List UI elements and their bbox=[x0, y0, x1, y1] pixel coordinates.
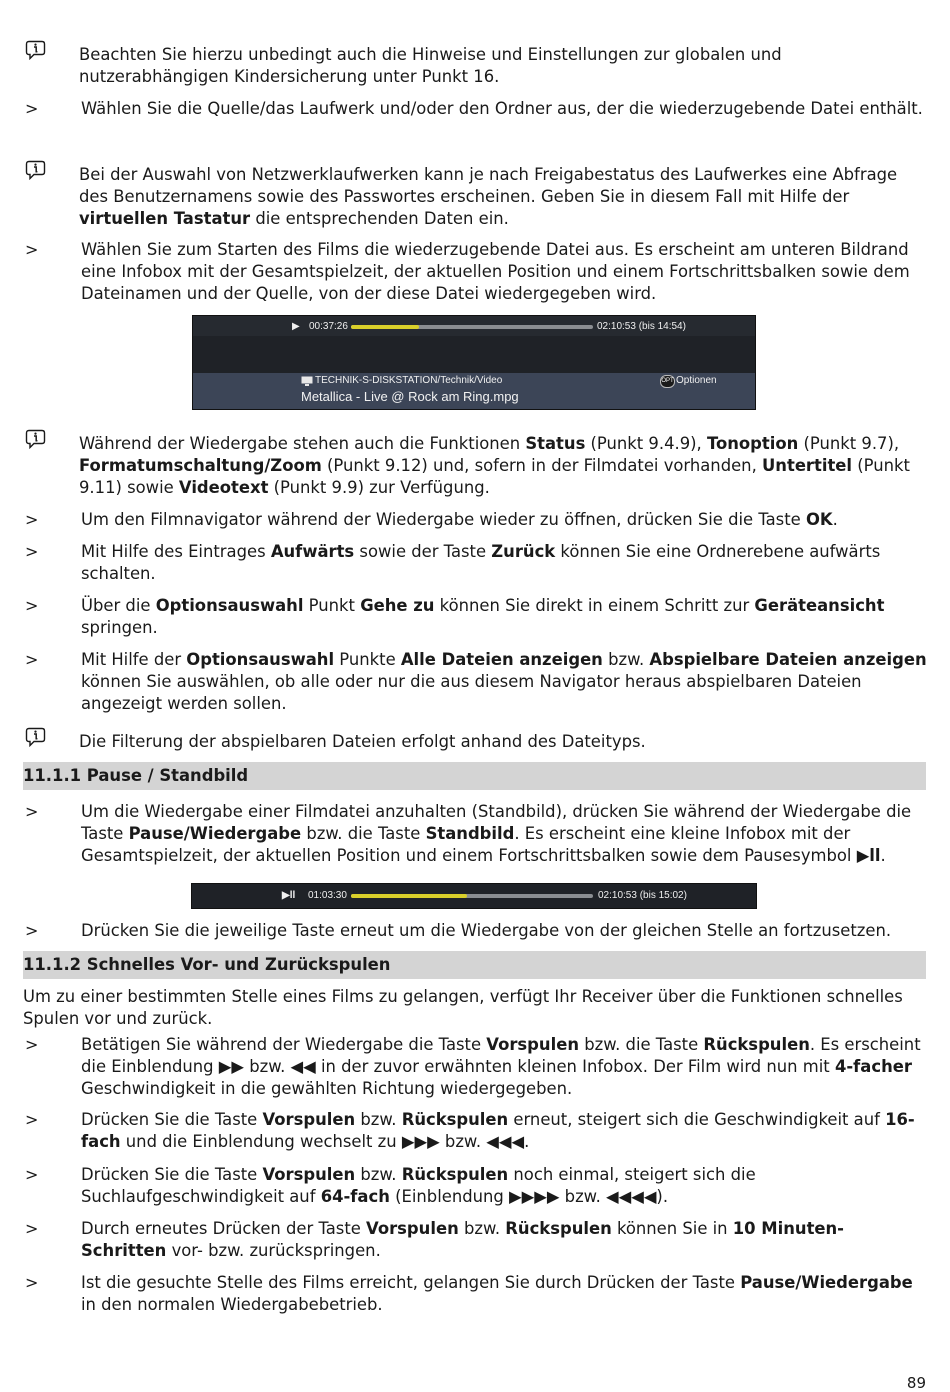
forward-symbol-icon: ▶▶ bbox=[218, 1057, 244, 1076]
bullet-marker: > bbox=[25, 921, 39, 940]
play-symbol-icon: ▶ bbox=[292, 321, 300, 332]
step-goto bbox=[23, 595, 928, 639]
bullet-marker: > bbox=[25, 1273, 39, 1292]
section-heading-pause: 11.1.1 Pause / Standbild bbox=[23, 762, 926, 790]
step-text: Ist die gesuchte Stelle des Films erreicht, gelangen Sie durch Drücken der Taste Pause/Wiedergabe in den normalen Wiedergabebetrieb. bbox=[81, 1273, 913, 1314]
current-time: 00:37:26 bbox=[309, 321, 348, 332]
bullet-marker: > bbox=[25, 650, 39, 669]
step-text: Wählen Sie die Quelle/das Laufwerk und/oder den Ordner aus, der die wiederzugebende Datei enthält. bbox=[81, 99, 923, 118]
step-text: Über die Optionsauswahl Punkt Gehe zu können Sie direkt in einem Schritt zur Geräteansicht springen. bbox=[81, 596, 885, 637]
step-text: Durch erneutes Drücken der Taste Vorspulen bzw. Rückspulen können Sie in 10 Minuten-Schritten vor- bzw. zurückspringen. bbox=[81, 1219, 844, 1260]
source-path: TECHNIK-S-DISKSTATION/Technik/Video bbox=[315, 375, 503, 386]
info-text: Beachten Sie hierzu unbedingt auch die Hinweise und Einstellungen zur globalen und nutzerabhängigen Kindersicherung unter Punkt 16. bbox=[79, 45, 782, 86]
step-select-source bbox=[23, 98, 928, 120]
step-spool-1 bbox=[23, 1034, 928, 1100]
step-text: Um den Filmnavigator während der Wiedergabe wieder zu öffnen, drücken Sie die Taste OK. bbox=[81, 510, 838, 529]
progress-fill bbox=[351, 325, 419, 329]
rewind-symbol-icon: ◀◀ bbox=[290, 1057, 316, 1076]
monitor-icon bbox=[301, 376, 313, 386]
filename: Metallica - Live @ Rock am Ring.mpg bbox=[301, 389, 519, 404]
info-note-filter bbox=[23, 731, 928, 753]
step-text: Mit Hilfe der Optionsauswahl Punkte Alle Dateien anzeigen bzw. Abspielbare Dateien anzeigen können Sie auswählen, ob alle oder nur die aus diesem Navigator heraus abspielbaren Dateien angezeigt werden sollen. bbox=[81, 650, 927, 713]
progress-bar bbox=[351, 325, 593, 329]
paragraph-text: Um zu einer bestimmten Stelle eines Films zu gelangen, verfügt Ihr Receiver über die Funktionen schnelles Spulen vor und zurück. bbox=[23, 987, 903, 1028]
opt-button-icon: OPT bbox=[660, 375, 675, 388]
page-number: 89 bbox=[906, 1374, 926, 1392]
rewind-symbol-icon: ◀◀◀◀ bbox=[606, 1187, 657, 1206]
pause-symbol-icon: ▶ll bbox=[856, 846, 881, 865]
step-resume bbox=[23, 920, 928, 942]
progress-fill bbox=[351, 894, 467, 898]
forward-symbol-icon: ▶▶▶▶ bbox=[509, 1187, 560, 1206]
info-icon bbox=[25, 727, 46, 747]
info-icon bbox=[25, 40, 46, 60]
info-text: Während der Wiedergabe stehen auch die Funktionen Status (Punkt 9.4.9), Tonoption (Punkt 9.7), Formatumschaltung/Zoom (Punkt 9.12) und, sofern in der Filmdatei vorhanden, Untertitel (Punkt 9.11) sowie Videotext (Punkt 9.9) zur Verfügung. bbox=[79, 434, 910, 497]
bullet-marker: > bbox=[25, 596, 39, 615]
step-start-film bbox=[23, 239, 928, 305]
step-spool-4 bbox=[23, 1218, 928, 1262]
step-text: Betätigen Sie während der Wiedergabe die Taste Vorspulen bzw. die Taste Rückspulen. Es erscheint die Einblendung ▶▶ bzw. ◀◀ in der zuvor erwähnten kleinen Infobox. Der Film wird nun mit 4-facher Geschwindigkeit in die gewählten Richtung wiedergegeben. bbox=[81, 1035, 921, 1098]
step-text: Drücken Sie die Taste Vorspulen bzw. Rückspulen erneut, steigert sich die Geschwindigkeit auf 16-fach und die Einblendung wechselt zu ▶▶▶ bzw. ◀◀◀. bbox=[81, 1110, 915, 1151]
bullet-marker: > bbox=[25, 1219, 39, 1238]
pause-infobox-screenshot bbox=[191, 883, 757, 909]
forward-symbol-icon: ▶▶▶ bbox=[401, 1132, 440, 1151]
step-filter bbox=[23, 649, 928, 715]
step-spool-2 bbox=[23, 1109, 928, 1153]
options-label: Optionen bbox=[676, 375, 717, 386]
bullet-marker: > bbox=[25, 1035, 39, 1054]
step-text: Drücken Sie die Taste Vorspulen bzw. Rückspulen noch einmal, steigert sich die Suchlaufgeschwindigkeit auf 64-fach (Einblendung ▶▶▶▶ bzw. ◀◀◀◀). bbox=[81, 1165, 756, 1206]
bullet-marker: > bbox=[25, 510, 39, 529]
section-heading-spool: 11.1.2 Schnelles Vor- und Zurückspulen bbox=[23, 951, 926, 979]
step-pause bbox=[23, 801, 928, 867]
bullet-marker: > bbox=[25, 240, 39, 259]
info-text: Die Filterung der abspielbaren Dateien erfolgt anhand des Dateityps. bbox=[79, 732, 646, 751]
step-text: Drücken Sie die jeweilige Taste erneut um die Wiedergabe von der gleichen Stelle an fortzusetzen. bbox=[81, 921, 892, 940]
playback-infobox-screenshot bbox=[192, 315, 756, 410]
step-text: Mit Hilfe des Eintrages Aufwärts sowie der Taste Zurück können Sie eine Ordnerebene aufwärts schalten. bbox=[81, 542, 881, 583]
step-open-navigator bbox=[23, 509, 928, 531]
progress-bar bbox=[351, 894, 593, 898]
step-text: Wählen Sie zum Starten des Films die wiederzugebende Datei aus. Es erscheint am unteren Bildrand eine Infobox mit der Gesamtspielzeit, der aktuellen Position und einem Fortschrittsbalken sowie dem Dateinamen und der Quelle, von der diese Datei wiedergegeben wird. bbox=[81, 240, 910, 303]
rewind-symbol-icon: ◀◀◀ bbox=[486, 1132, 525, 1151]
info-icon bbox=[25, 160, 46, 180]
total-time: 02:10:53 (bis 14:54) bbox=[597, 321, 686, 332]
info-note-parental bbox=[23, 44, 928, 88]
step-spool-3 bbox=[23, 1164, 928, 1208]
pause-symbol-icon: ▶ll bbox=[282, 890, 296, 901]
bullet-marker: > bbox=[25, 99, 39, 118]
step-text: Um die Wiedergabe einer Filmdatei anzuhalten (Standbild), drücken Sie während der Wiedergabe die Taste Pause/Wiedergabe bzw. die Taste Standbild. Es erscheint eine kleine Infobox mit der Gesamtspielzeit, der aktuellen Position und einem Fortschrittsbalken sowie dem Pausesymbol ▶ll. bbox=[81, 802, 912, 865]
bullet-marker: > bbox=[25, 542, 39, 561]
bullet-marker: > bbox=[25, 802, 39, 821]
step-spool-5 bbox=[23, 1272, 928, 1316]
info-note-functions bbox=[23, 433, 928, 499]
current-time: 01:03:30 bbox=[308, 890, 347, 901]
info-icon bbox=[25, 429, 46, 449]
total-time: 02:10:53 (bis 15:02) bbox=[598, 890, 687, 901]
info-text: Bei der Auswahl von Netzwerklaufwerken kann je nach Freigabestatus des Laufwerkes eine Abfrage des Benutzernamens sowie des Passwortes erscheinen. Geben Sie in diesem Fall mit Hilfe der virtuellen Tastatur die entsprechenden Daten ein. bbox=[79, 165, 898, 228]
infobox-info-strip bbox=[193, 373, 755, 409]
bullet-marker: > bbox=[25, 1110, 39, 1129]
info-note-network bbox=[23, 164, 928, 230]
spool-intro bbox=[23, 986, 928, 1030]
step-folder-up bbox=[23, 541, 928, 585]
bullet-marker: > bbox=[25, 1165, 39, 1184]
